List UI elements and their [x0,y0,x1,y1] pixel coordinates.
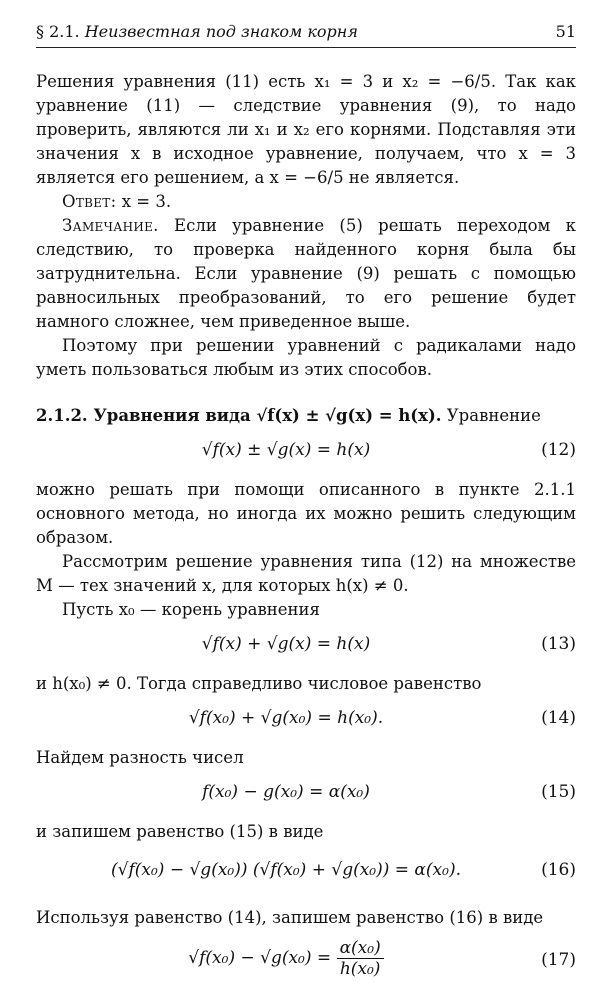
equation-16-number: (16) [541,860,576,880]
remark-paragraph [36,214,576,334]
paragraph-using: Используя равенство (14), запишем равенство (16) в виде [36,908,544,927]
equation-15-number: (15) [541,782,576,802]
equation-17-fraction [337,938,384,979]
remark-label: Замечание. [62,216,159,235]
equation-14-number: (14) [541,708,576,728]
paragraph-after-12: можно решать при помощи описанного в пункте 2.1.1 основного метода, но иногда их можно решить следующим образом. [36,480,576,547]
subsection-intro [36,404,576,428]
equation-17 [36,936,576,990]
paragraph-solutions: Решения уравнения (11) есть x₁ = 3 и x₂ = −6/5. Так как уравнение (11) — следствие уравнения (9), то надо проверить, являются ли x₁ и x₂ его корнями. Подставляя эти значения x в исходное уравнение, получаем, что x = 3 является его решением, а x = −6/5 не является. [36,72,576,187]
equation-14-body: √f(x₀) + √g(x₀) = h(x₀). [188,708,384,728]
book-page [36,22,576,996]
equation-16 [36,850,576,900]
paragraph-conclusion: Поэтому при решении уравнений с радикалами надо уметь пользоваться любым из этих способов. [36,336,576,379]
equation-13 [36,628,576,666]
equation-14 [36,702,576,740]
answer-value: x = 3. [116,192,172,211]
paragraph-difference: Найдем разность чисел [36,748,244,767]
equation-13-body: √f(x) + √g(x) = h(x) [201,634,371,654]
equation-17-left: √f(x₀) − √g(x₀) = [188,948,332,968]
equation-17-body [36,938,536,979]
answer-label: Ответ: [62,192,117,211]
equation-17-numerator: α(x₀) [337,938,384,959]
remark-text: Если уравнение (5) решать переходом к следствию, то проверка найденного корня была бы затруднительна. Если уравнение (9) решать с помощью равносильных преобразований, то его решение будет намного сложнее, чем приведенное выше. [36,216,576,331]
paragraph-after-13: и h(x₀) ≠ 0. Тогда справедливо числовое равенство [36,674,482,693]
subsection-lead: Уравнение [441,406,541,425]
answer-line [36,190,576,214]
paragraph-consider: Рассмотрим решение уравнения типа (12) на множестве M — тех значений x, для которых h(x) ≠ 0. [36,552,576,595]
page-number: 51 [555,22,576,41]
equation-16-body: (√f(x₀) − √g(x₀)) (√f(x₀) + √g(x₀)) = α(x₀). [111,860,461,880]
section-title: Неизвестная под знаком корня [84,22,358,41]
paragraph-write: и запишем равенство (15) в виде [36,822,324,841]
equation-15-body: f(x₀) − g(x₀) = α(x₀) [202,782,370,802]
equation-12-number: (12) [541,440,576,460]
equation-17-number: (17) [541,950,576,970]
equation-12 [36,434,576,472]
equation-13-number: (13) [541,634,576,654]
paragraph-let: Пусть x₀ — корень уравнения [62,600,320,619]
running-header [36,22,576,48]
equation-17-denominator: h(x₀) [339,959,381,979]
section-number: § 2.1. [36,22,80,41]
equation-12-body: √f(x) ± √g(x) = h(x) [201,440,371,460]
equation-15 [36,776,576,814]
subsection-heading: 2.1.2. Уравнения вида √f(x) ± √g(x) = h(x). [36,406,442,425]
header-section [36,22,358,41]
